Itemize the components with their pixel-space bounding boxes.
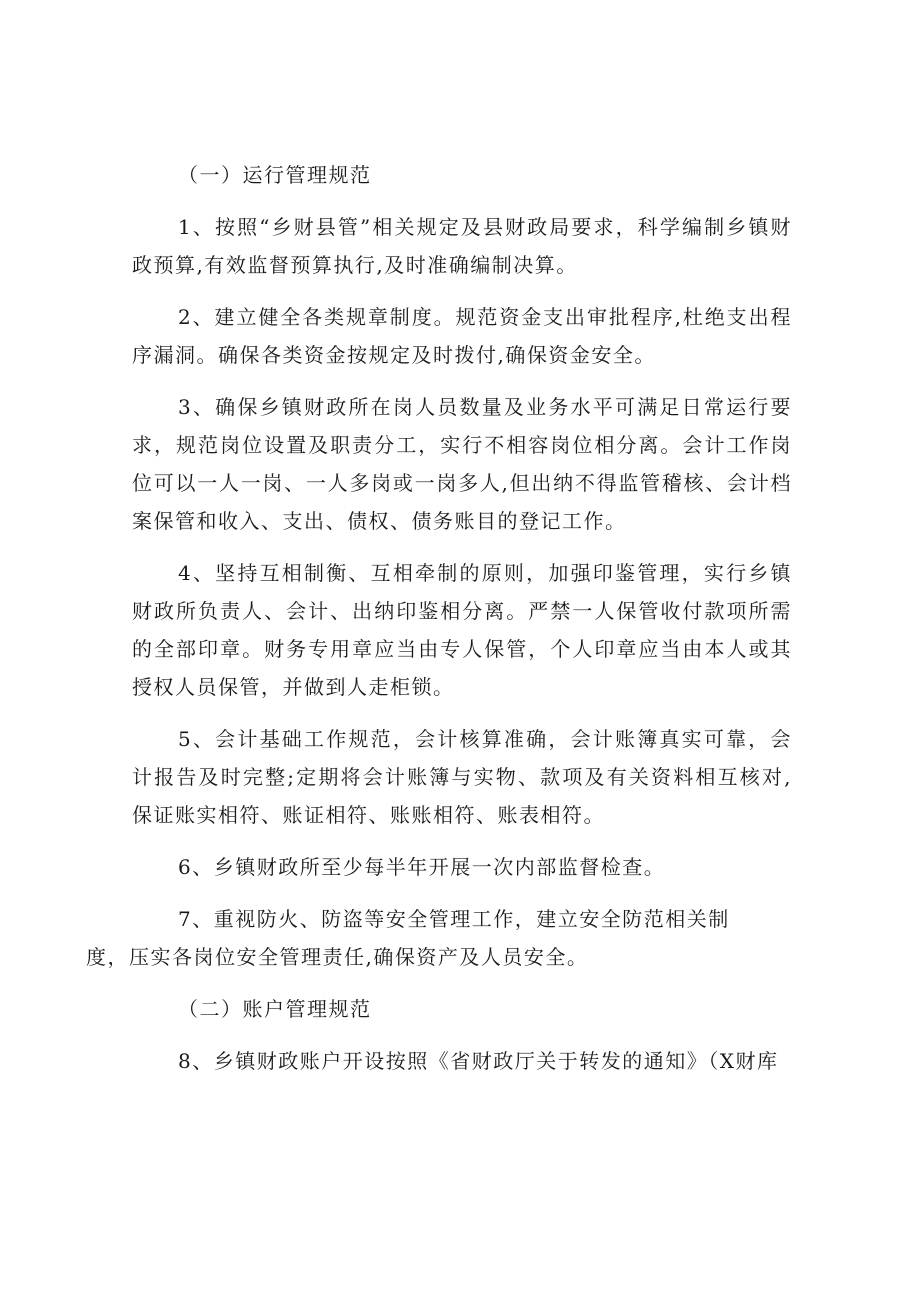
document-body [86, 156, 792, 1094]
section-heading-operation-management: （一）运行管理规范 [178, 163, 372, 187]
paragraph-1: 1、按照“乡财县管”相关规定及县财政局要求，科学编制乡镇财政预算,有效监督预算执行,及时准确编制决算。 [132, 215, 792, 277]
paragraph-2: 2、建立健全各类规章制度。规范资金支出审批程序,杜绝支出程序漏洞。确保各类资金按规定及时拨付,确保资金安全。 [132, 305, 792, 367]
paragraph-7 [86, 900, 792, 976]
paragraph-4: 4、坚持互相制衡、互相牵制的原则，加强印鉴管理，实行乡镇财政所负责人、会计、出纳印鉴相分离。严禁一人保管收付款项所需的全部印章。财务专用章应当由专人保管，个人印章应当由本人或其授权人员保管，并做到人走柜锁。 [132, 561, 792, 699]
paragraph-7-line-1: 7、重视防火、防盗等安全管理工作，建立安全防范相关制 [178, 907, 730, 931]
paragraph-7-line-2: 度，压实各岗位安全管理责任,确保资产及人员安全。 [86, 945, 589, 969]
paragraph-3: 3、确保乡镇财政所在岗人员数量及业务水平可满足日常运行要求，规范岗位设置及职责分工，实行不相容岗位相分离。会计工作岗位可以一人一岗、一人多岗或一岗多人,但出纳不得监管稽核、会计档案保管和收入、支出、债权、债务账目的登记工作。 [132, 395, 792, 533]
paragraph-8: 8、乡镇财政账户开设按照《省财政厅关于转发的通知》（X财库 [178, 1049, 779, 1073]
section-heading-account-management: （二）账户管理规范 [178, 997, 372, 1021]
paragraph-5: 5、会计基础工作规范，会计核算准确，会计账簿真实可靠，会计报告及时完整;定期将会计账簿与实物、款项及有关资料相互核对,保证账实相符、账证相符、账账相符、账表相符。 [132, 727, 792, 827]
paragraph-6: 6、乡镇财政所至少每半年开展一次内部监督检查。 [178, 855, 666, 879]
